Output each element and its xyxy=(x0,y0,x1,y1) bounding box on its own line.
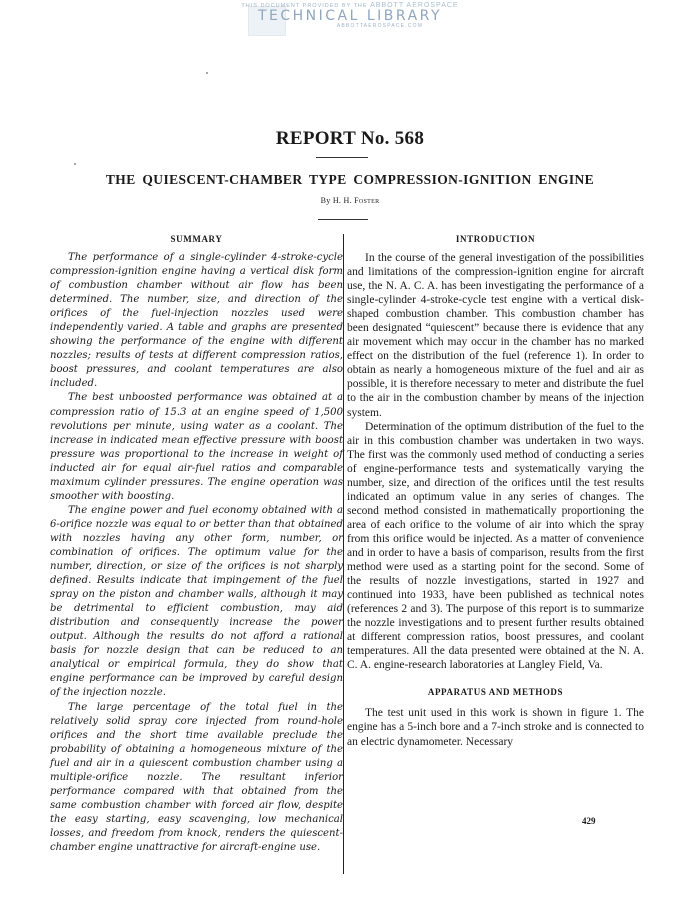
summary-paragraph: The large percentage of the total fuel in the relatively solid spray core injected from round-hole orifices and the short time available preclude the probability of obtaining a homogeneous mixture of the fuel and air in a quiescent combustion chamber using a multiple-orifice nozzle. The resultant inferior performance compared with that obtained from the same combustion chamber with forced air flow, despite the easy starting, easy scavenging, low mechanical losses, and freedom from knock, renders the quiescent-chamber engine unattractive for aircraft-engine use. xyxy=(50,701,343,853)
title-rule xyxy=(316,157,368,158)
summary-paragraph: The best unboosted performance was obtained at a compression ratio of 15.3 at an engine speed of 1,500 revolutions per minute, using water as a coolant. The increase in indicated mean effective pressure with boost pressure was proportional to the increase in weight of inducted air for equal air-fuel ratios and comparable maximum cylinder pressures. The engine operation was smoother with boosting. xyxy=(50,392,343,502)
apparatus-heading: APPARATUS AND METHODS xyxy=(427,687,564,698)
byline-prefix: By xyxy=(320,196,331,205)
author-name: H. H. Foster xyxy=(332,196,380,205)
report-number: REPORT No. 568 xyxy=(275,128,425,149)
banner-library-title: TECHNICAL LIBRARY xyxy=(257,8,443,24)
introduction-paragraph: In the course of the general investigation of the possibilities and limitations of the compression-ignition engine for aircraft use, the N. A. C. A. has been investigating the performance of a single-cylinder 4-stroke-cycle test engine with a vertical disk-shaped combustion chamber. This combustion chamber has been designated “quiescent” because there is evidence that any air movement which may occur in the chamber has no marked effect on the distribution of the fuel (reference 1). In order to obtain as nearly a homogeneous mixture of the fuel and air as possible, it is therefore necessary to meter and distribute the fuel to the air in the combustion chamber by means of the injection system. xyxy=(347,252,644,419)
scan-speck xyxy=(74,163,76,165)
summary-column xyxy=(50,233,343,855)
page-number: 429 xyxy=(582,816,596,826)
introduction-column xyxy=(347,233,644,749)
summary-paragraph: The engine power and fuel economy obtained with a 6-orifice nozzle was equal to or better than that obtained with nozzles having any other form, number, or combination of orifices. The optimum value for the number, direction, or size of the orifices is not sharply defined. Results indicate that impingement of the fuel spray on the piston and chamber walls, although it may be detrimental to efficient combustion, may aid distribution and consequently increase the power output. Although the results do not afford a rational basis for nozzle design that can be reduced to an analytical or empirical formula, they do show that engine performance can be improved by careful design of the injection nozzle. xyxy=(50,504,343,699)
scan-speck xyxy=(206,72,208,74)
banner-provided-text: THIS DOCUMENT PROVIDED BY THE xyxy=(241,3,368,9)
apparatus-paragraph: The test unit used in this work is shown in figure 1. The engine has a 5-inch bore and a 7-inch stroke and is connected to an electric dynamometer. Necessary xyxy=(347,707,644,748)
introduction-heading: INTRODUCTION xyxy=(455,234,536,244)
summary-heading: SUMMARY xyxy=(170,234,223,244)
column-divider xyxy=(343,234,344,874)
summary-paragraph: The performance of a single-cylinder 4-stroke-cycle compression-ignition engine having a vertical disk form of combustion chamber without air flow has been determined. The number, size, and direction of the orifices of the fuel-injection nozzles used were independently varied. A table and graphs are presented showing the performance of the engine with different nozzles; results of tests at different compression ratios, boost pressures, and coolant temperatures are also included. xyxy=(50,252,343,390)
watermark-banner xyxy=(0,2,700,29)
byline xyxy=(0,196,700,205)
report-title: THE QUIESCENT-CHAMBER TYPE COMPRESSION-IGNITION ENGINE xyxy=(105,172,595,187)
byline-rule xyxy=(318,219,368,220)
banner-brand: ABBOTT AEROSPACE xyxy=(370,2,459,9)
introduction-paragraph: Determination of the optimum distribution of the fuel to the air in this combustion chamber was undertaken in two ways. The first was the commonly used method of conducting a series of engine-performance tests and systematically varying the number, size, and direction of the orifices until the test results indicated an optimum value in any series of changes. The second method consisted in mathematically proportioning the area of each orifice to the volume of air into which the spray from this orifice would be injected. As a matter of convenience and in order to have a basis of comparison, results from the first method were used as a starting point for the second. Some of the results of nozzle investigations, started in 1927 and continued into 1933, have been published as technical notes (references 2 and 3). The purpose of this report is to summarize the nozzle investigations and to present further results obtained at different compression ratios, boost pressures, and coolant temperatures. All the data presented were obtained at the N. A. C. A. engine-research laboratories at Langley Field, Va. xyxy=(347,420,644,672)
banner-url: ABBOTTAEROSPACE.COM xyxy=(336,23,424,29)
